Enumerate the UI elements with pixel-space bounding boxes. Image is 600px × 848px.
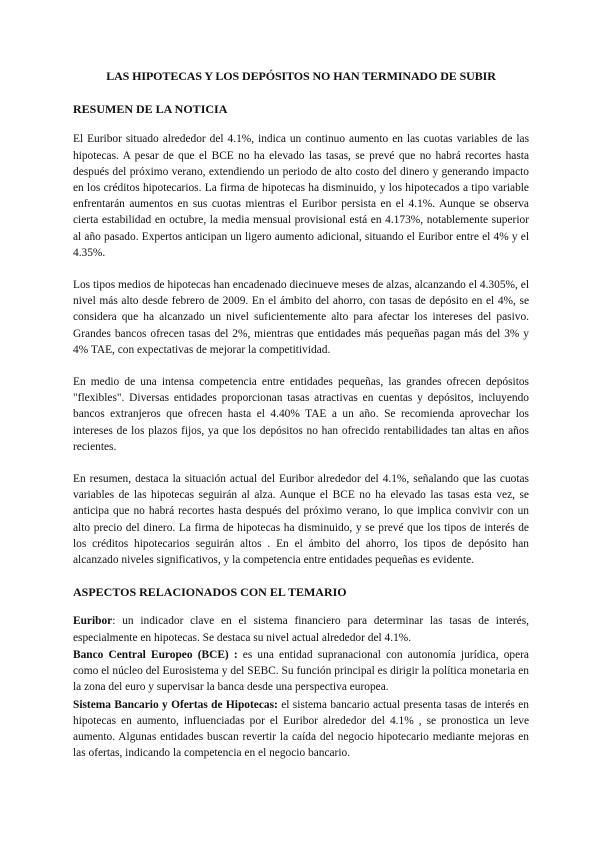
term-entry-bce: [73, 647, 529, 696]
term-entry-sistema-bancario: [73, 697, 529, 762]
term-definition: es una entidad supranacional con autonomía jurídica, opera como el núcleo del Eurosistema y del SEBC. Su función principal es dirigir la política monetaria en la zona del euro y supervisar la banca desde una perspectiva europea.: [73, 648, 529, 694]
summary-paragraph: Los tipos medios de hipotecas han encadenado diecinueve meses de alzas, alcanzando el 4.305%, el nivel más alto desde febrero de 2009. En el ámbito del ahorro, con tasas de depósito en el 4%, se considera que ha alcanzado un nivel suficientemente alto para afectar los intereses del pasivo. Grandes bancos ofrecen tasas del 2%, mientras que entidades más pequeñas pagan más del 3% y 4% TAE, con expectativas de mejorar la competitividad.: [73, 279, 529, 356]
term-definition: el sistema bancario actual presenta tasas de interés en hipotecas en aumento, influenciadas por el Euribor alrededor del 4.1% , se pronostica un leve aumento. Algunas entidades buscan revertir la caída del negocio hipotecario mediante mejoras en las ofertas, indicando la competencia en el negocio bancario.: [73, 698, 530, 760]
summary-heading: RESUMEN DE LA NOTICIA: [73, 102, 228, 117]
document-title: LAS HIPOTECAS Y LOS DEPÓSITOS NO HAN TERMINADO DE SUBIR: [106, 69, 496, 83]
term-definition: : un indicador clave en el sistema financiero para determinar las tasas de interés, especialmente en hipotecas. Se destaca su nivel actual alrededor del 4.1%.: [73, 615, 529, 644]
summary-section: [73, 131, 529, 568]
term-name: Euribor: [73, 615, 113, 628]
related-topics-heading: ASPECTOS RELACIONADOS CON EL TEMARIO: [73, 585, 347, 600]
document-page: [73, 68, 529, 762]
term-name: Banco Central Europeo (BCE) :: [73, 648, 238, 661]
summary-paragraph: El Euribor situado alrededor del 4.1%, indica un continuo aumento en las cuotas variables de las hipotecas. A pesar de que el BCE no ha elevado las tasas, se prevé que no habrá recortes hasta después del próximo verano, extendiendo un periodo de alto costo del dinero y generando impacto en los créditos hipotecarios. La firma de hipotecas ha disminuido, y los hipotecados a tipo variable enfrentarán aumentos en sus cuotas mientras el Euribor persista en el 4.1%. Aunque se observa cierta estabilidad en octubre, la media mensual provisional está en 4.173%, notablemente superior al año pasado. Expertos anticipan un ligero aumento adicional, situando el Euribor entre el 4% y el 4.35%.: [73, 133, 529, 259]
term-entry-euribor: [73, 613, 529, 645]
summary-paragraph: En medio de una intensa competencia entre entidades pequeñas, las grandes ofrecen depósitos "flexibles". Diversas entidades proporcionan tasas atractivas en cuentas y depósitos, incluyendo bancos extranjeros que ofrecen hasta el 4.40% TAE a un año. Se recomienda aprovechar los intereses de los plazos fijos, ya que los depósitos no han ofrecido rentabilidades tan altas en años recientes.: [73, 376, 529, 453]
related-terms-section: [73, 613, 529, 761]
summary-paragraph: En resumen, destaca la situación actual del Euribor alrededor del 4.1%, señalando que las cuotas variables de las hipotecas seguirán al alza. Aunque el BCE no ha elevado las tasas esta vez, se anticipa que no habrá recortes hasta después del próximo verano, lo que implica convivir con un alto precio del dinero. La firma de hipotecas ha disminuido, y se prevé que los tipos de interés de los créditos hipotecarios seguirán altos . En el ámbito del ahorro, los tipos de depósito han alcanzado niveles significativos, y la competencia entre entidades pequeñas es evidente.: [73, 473, 529, 567]
term-name: Sistema Bancario y Ofertas de Hipotecas:: [73, 698, 278, 711]
